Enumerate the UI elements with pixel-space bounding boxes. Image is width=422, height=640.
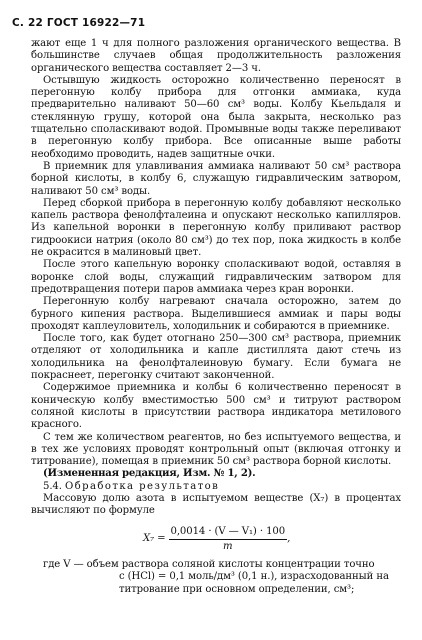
revision-note: (Измененная редакция, Изм. № 1, 2). (43, 468, 256, 480)
paragraph: В приемник для улавливания аммиака наливают 50 см³ раствора борной кислоты, в колбу 6, служащую гидравлическим затвором, наливают 50 см³ воды. (31, 160, 401, 197)
definition-line: титрование при основном определении, см³; (119, 583, 355, 595)
paragraph: С тем же количеством реагентов, но без испытуемого вещества, и в тех же условиях проводят контрольный опыт (включая отгонку и титрование), помещая в приемник 50 см³ раствора борной кислоты. (31, 431, 401, 468)
paragraph: Перегонную колбу нагревают сначала осторожно, затем до бурного кипения раствора. Выделившиеся аммиак и пары воды проходят каплеуловитель, холодильник и собираются в приемнике. (31, 296, 401, 332)
paragraph: После того, как будет отогнано 250—300 см³ раствора, приемник отделяют от холодильника и капле дистиллята дают стечь из холодильника на фенолфталеиновую бумагу. Если бумага не покраснеет, перегонку считают законченной. (31, 333, 401, 382)
formula (31, 526, 401, 554)
definition-line: где V — объем раствора соляной кислоты концентрации точно (43, 559, 375, 571)
formula-intro: Массовую долю азота в испытуемом веществе (X₇) в процентах вычисляют по формуле (31, 492, 401, 517)
document-body (31, 38, 401, 596)
formula-lhs: X₇ = (143, 533, 166, 545)
paragraph: Остывшую жидкость осторожно количественно переносят в перегонную колбу прибора для отгонки аммиака, куда предварительно наливают 50—60 см³ воды. Колбу Кьельдаля и стеклянную грушу, которой она была закрыта, несколько раз тщательно споласкивают водой. Промывные воды также переливают в перегонную колбу прибора. Все описанные выше работы необходимо проводить, надев защитные очки. (31, 74, 401, 160)
formula-denominator: m (223, 540, 233, 552)
page-header: С. 22 ГОСТ 16922—71 (12, 17, 146, 29)
paragraph: Перед сборкой прибора в перегонную колбу добавляют несколько капель раствора фенолфталеина и опускают несколько капилляров. Из капельной воронки в перегонную колбу приливают раствор гидроокиси натрия (около 80 см³) до тех пор, пока жидкость в колбе не окрасится в малиновый цвет. (31, 197, 401, 259)
formula-fraction (169, 525, 291, 554)
section-heading (31, 481, 401, 493)
paragraph: После этого капельную воронку споласкивают водой, оставляя в воронке слой воды, служащий гидравлическим затвором для предотвращения потери паров аммиака через кран воронки. (31, 259, 401, 295)
section-number: 5.4. (43, 480, 62, 492)
definition-line: c (HCl) = 0,1 моль/дм³ (0,1 н.), израсходованный на (119, 571, 389, 583)
formula-numerator: 0,0014 · (V — V₁) · 100 (169, 526, 288, 540)
variable-definitions (31, 559, 401, 596)
section-title: Обработка результатов (64, 480, 220, 492)
paragraph: жают еще 1 ч для полного разложения органического вещества. В большинстве случаев общая продолжительность разложения органического вещества составляет 2—3 ч. (31, 38, 401, 74)
formula-trail: , (287, 533, 291, 545)
paragraph: Содержимое приемника и колбы 6 количественно переносят в коническую колбу вместимостью 500 см³ и титруют раствором соляной кислоты в присутствии раствора индикатора метилового красного. (31, 382, 401, 431)
